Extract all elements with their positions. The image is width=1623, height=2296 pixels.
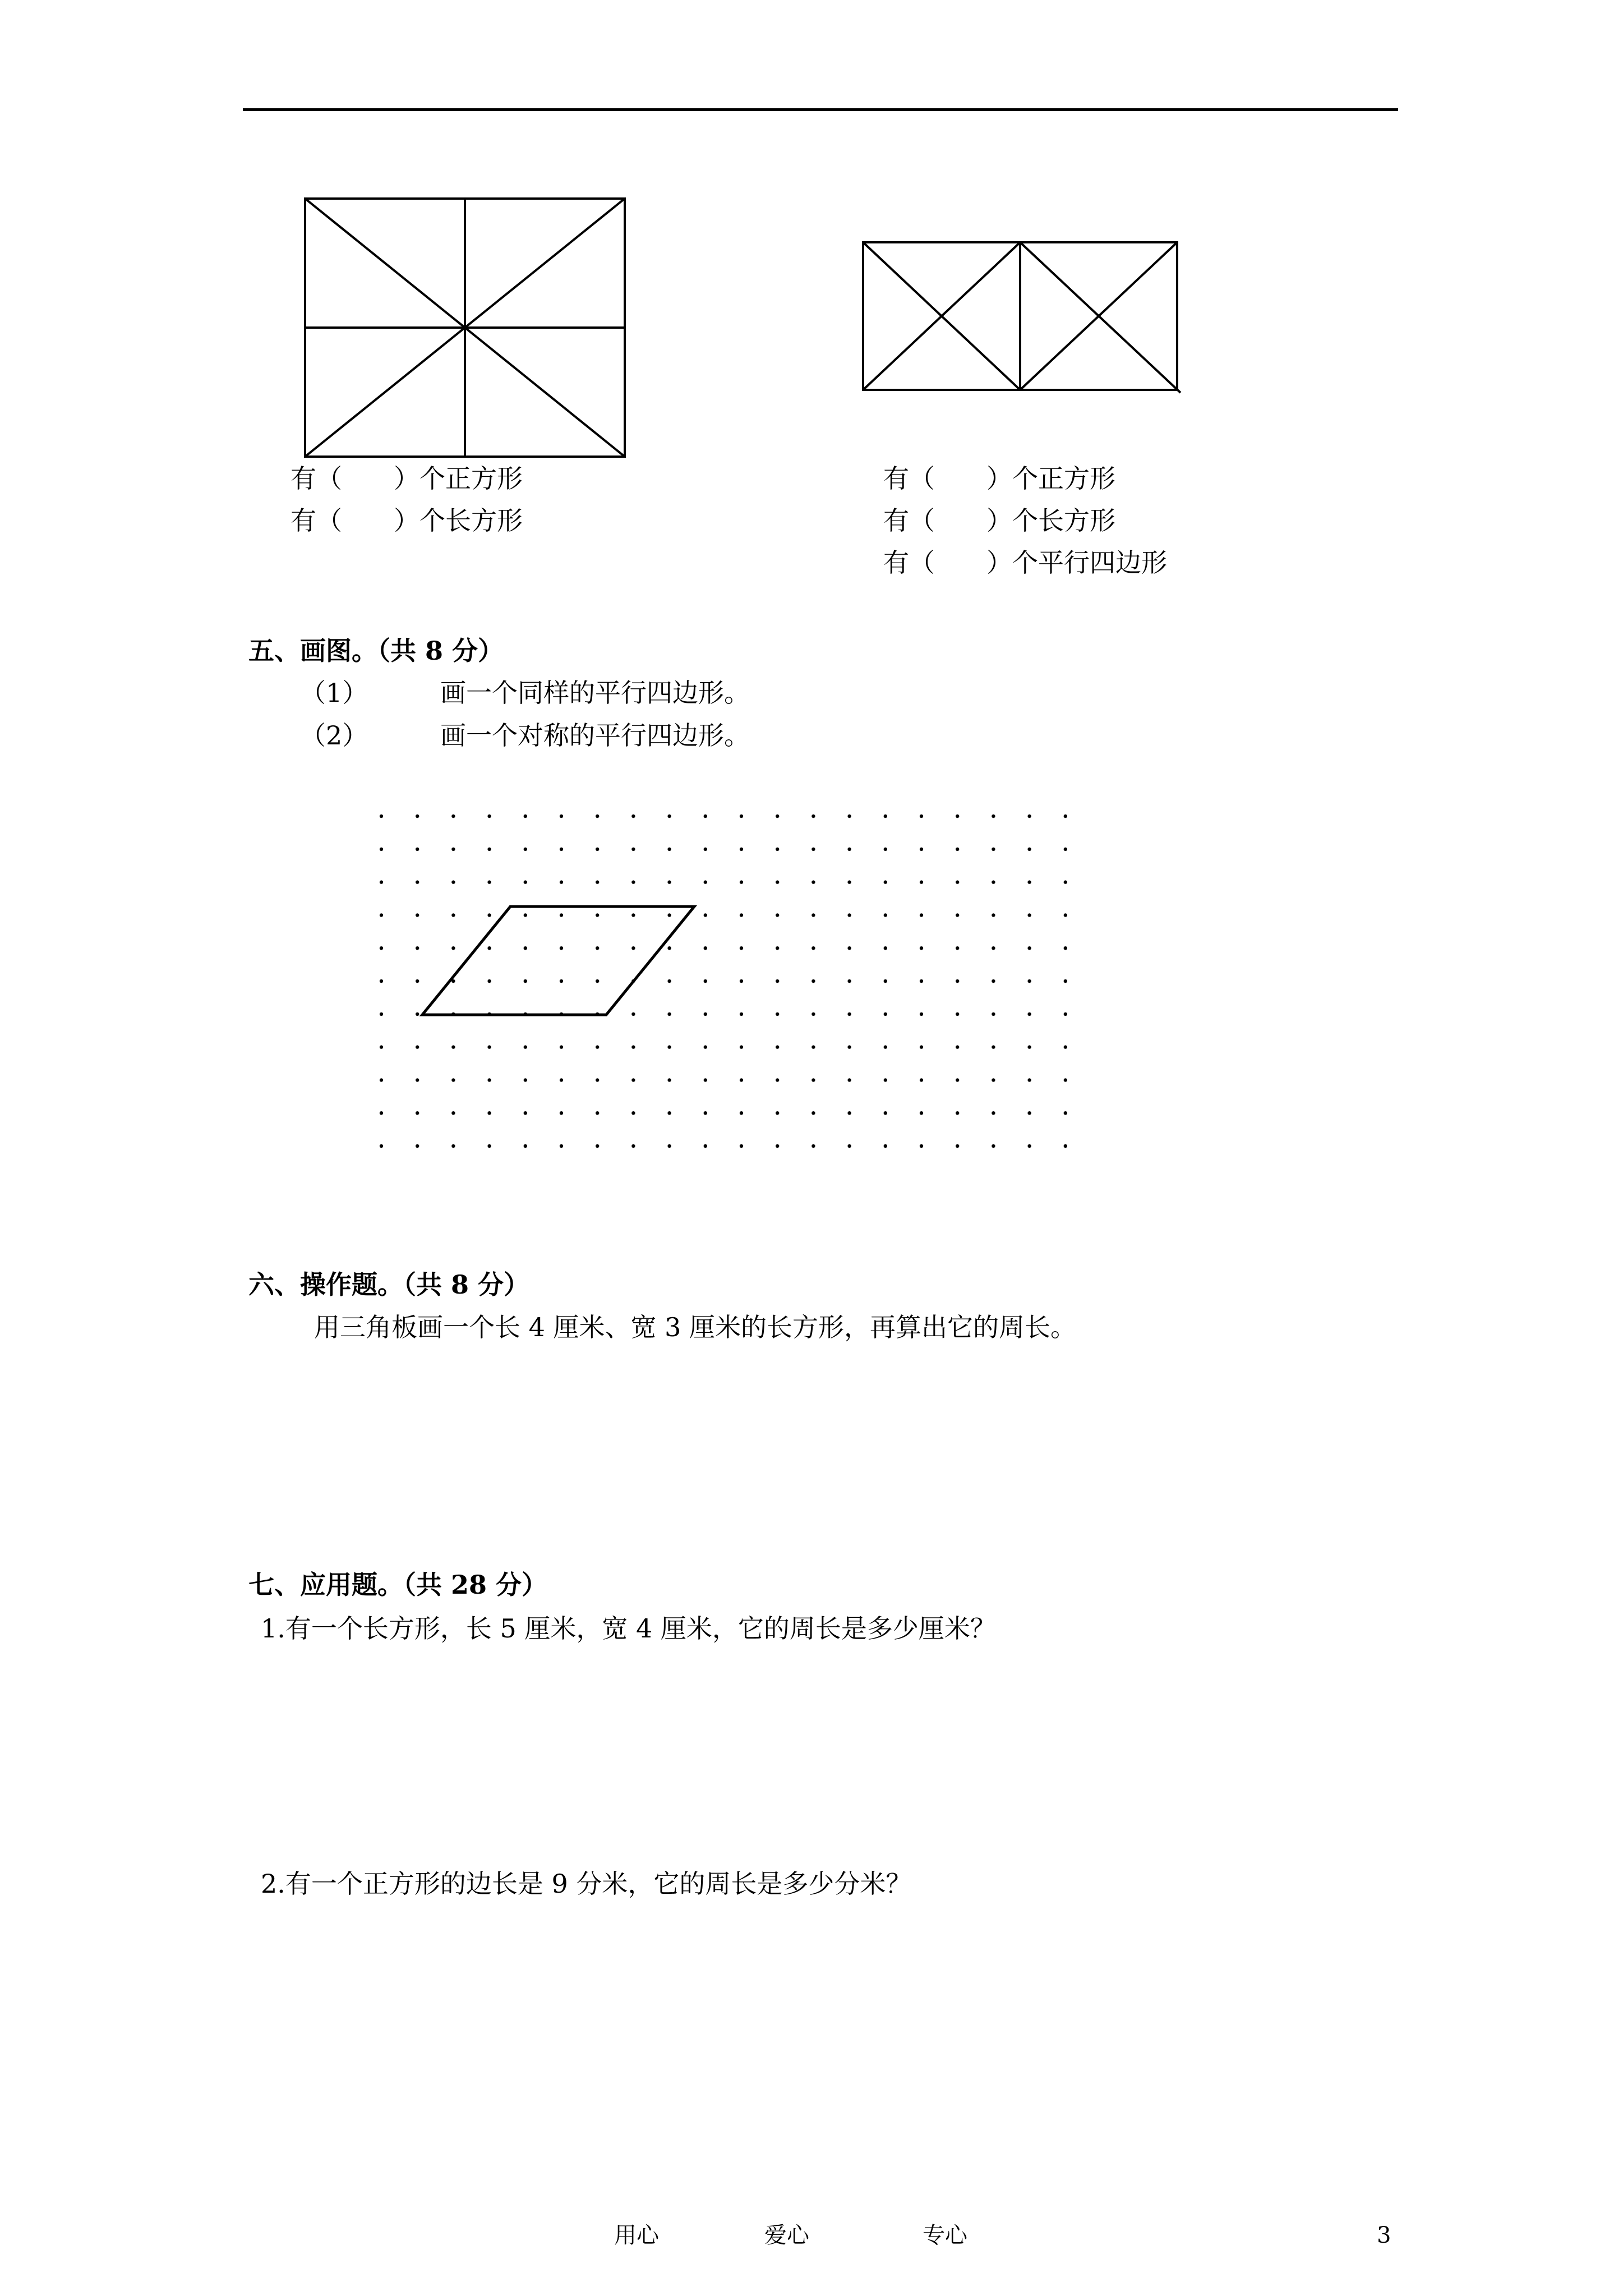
grid-dot — [451, 848, 455, 851]
grid-dot — [631, 1144, 635, 1148]
grid-dot — [1064, 848, 1067, 851]
grid-dot — [740, 1013, 743, 1016]
grid-dot — [631, 1013, 635, 1016]
grid-dot — [776, 1045, 779, 1048]
grid-dot — [524, 880, 527, 884]
grid-dot — [524, 1111, 527, 1115]
grid-dot — [416, 880, 419, 884]
grid-dot — [847, 1045, 851, 1048]
sample-parallelogram — [422, 907, 694, 1015]
grid-dot — [956, 1144, 959, 1148]
section7-heading: 七、应用题。（共 28 分） — [248, 1570, 548, 1600]
grid-dot — [956, 913, 959, 917]
grid-dot — [740, 815, 743, 818]
section5-item2-num: （2） — [300, 720, 368, 751]
grid-dot — [811, 979, 815, 983]
grid-dot — [524, 913, 527, 917]
grid-dot — [487, 1111, 491, 1115]
grid-dot — [596, 1144, 599, 1148]
grid-dot — [847, 913, 851, 917]
grid-dot — [380, 1013, 383, 1016]
grid-dot — [992, 1078, 995, 1082]
grid-dot — [1064, 979, 1067, 983]
grid-dot — [631, 946, 635, 950]
grid-dot — [380, 815, 383, 818]
grid-dot — [1027, 913, 1031, 917]
grid-dot — [524, 1045, 527, 1048]
grid-dot — [487, 913, 491, 917]
right-figure-line-1: 有（ ）个正方形 — [883, 463, 1115, 494]
grid-dot — [380, 1045, 383, 1048]
grid-dot — [811, 1111, 815, 1115]
grid-dot — [1027, 1045, 1031, 1048]
grid-dot — [487, 1045, 491, 1048]
section7-question-2: 2.有一个正方形的边长是 9 分米，它的周长是多少分米？ — [261, 1869, 912, 1899]
grid-dot — [1064, 880, 1067, 884]
grid-dot — [956, 848, 959, 851]
grid-dot — [884, 815, 887, 818]
grid-dot — [956, 880, 959, 884]
grid-dot — [776, 1078, 779, 1082]
grid-dot — [811, 1144, 815, 1148]
grid-dot — [1064, 1144, 1067, 1148]
grid-dot — [631, 1045, 635, 1048]
grid-dot — [667, 1078, 671, 1082]
grid-dot — [847, 1144, 851, 1148]
grid-dot — [776, 1144, 779, 1148]
grid-dot — [1064, 1045, 1067, 1048]
footer-word-1: 用心 — [614, 2223, 659, 2248]
grid-dot — [451, 946, 455, 950]
grid-dot — [487, 848, 491, 851]
grid-dot — [811, 815, 815, 818]
grid-dot — [631, 1078, 635, 1082]
grid-dot — [560, 1144, 563, 1148]
grid-dot — [596, 1045, 599, 1048]
grid-dot — [667, 1144, 671, 1148]
grid-dot — [956, 1045, 959, 1048]
grid-dot — [631, 1111, 635, 1115]
grid-dot — [776, 848, 779, 851]
grid-dot — [1027, 1013, 1031, 1016]
grid-dot — [524, 815, 527, 818]
grid-dot — [451, 1111, 455, 1115]
section5-item1-num: （1） — [300, 678, 368, 708]
grid-dot — [451, 815, 455, 818]
grid-dot — [667, 979, 671, 983]
grid-dot — [380, 880, 383, 884]
dot-grid — [370, 808, 1122, 1156]
grid-dot — [740, 848, 743, 851]
grid-dot — [596, 913, 599, 917]
grid-dot — [884, 913, 887, 917]
grid-dot — [380, 946, 383, 950]
grid-dot — [956, 1013, 959, 1016]
grid-dot — [560, 1078, 563, 1082]
grid-dot — [524, 1078, 527, 1082]
figure-two-squares-with-x — [861, 240, 1186, 394]
grid-dot — [416, 1078, 419, 1082]
grid-dot — [451, 913, 455, 917]
grid-dot — [416, 1144, 419, 1148]
section7-question-1: 1.有一个长方形，长 5 厘米，宽 4 厘米，它的周长是多少厘米？ — [261, 1613, 996, 1644]
grid-dot — [380, 913, 383, 917]
grid-dot — [596, 1111, 599, 1115]
grid-dot — [1064, 1013, 1067, 1016]
grid-dot — [956, 979, 959, 983]
right-figure-line-2: 有（ ）个长方形 — [883, 505, 1115, 536]
grid-dot — [884, 1013, 887, 1016]
grid-dot — [560, 1045, 563, 1048]
grid-dot — [704, 880, 707, 884]
grid-dot — [847, 880, 851, 884]
grid-dot — [487, 946, 491, 950]
grid-dot — [667, 848, 671, 851]
grid-dot — [704, 1045, 707, 1048]
grid-dot — [524, 946, 527, 950]
grid-dot — [992, 880, 995, 884]
grid-dot — [811, 946, 815, 950]
grid-dot — [631, 880, 635, 884]
grid-dot — [776, 913, 779, 917]
grid-dot — [920, 1078, 923, 1082]
grid-dot — [811, 848, 815, 851]
grid-dot — [704, 815, 707, 818]
grid-dot — [920, 848, 923, 851]
grid-dot — [740, 1144, 743, 1148]
grid-dot — [740, 979, 743, 983]
grid-dot — [956, 1111, 959, 1115]
grid-dot — [560, 815, 563, 818]
grid-dot — [992, 848, 995, 851]
grid-dot — [596, 815, 599, 818]
grid-dot — [1064, 815, 1067, 818]
grid-dot — [380, 979, 383, 983]
grid-dot — [884, 979, 887, 983]
grid-dot — [847, 848, 851, 851]
grid-dot — [704, 1144, 707, 1148]
grid-dot — [776, 1013, 779, 1016]
grid-dot — [560, 946, 563, 950]
grid-dot — [1064, 1078, 1067, 1082]
grid-dot — [776, 979, 779, 983]
grid-dot — [667, 880, 671, 884]
grid-dot — [380, 1144, 383, 1148]
section5-heading: 五、画图。（共 8 分） — [248, 636, 504, 666]
grid-dot — [776, 815, 779, 818]
grid-dot — [920, 815, 923, 818]
grid-dot — [992, 815, 995, 818]
grid-dot — [740, 1111, 743, 1115]
grid-dot — [380, 1111, 383, 1115]
left-figure-line-1: 有（ ）个正方形 — [291, 463, 523, 494]
grid-dot — [704, 913, 707, 917]
grid-dot — [704, 946, 707, 950]
grid-dot — [884, 1111, 887, 1115]
grid-dot — [776, 880, 779, 884]
grid-dot — [487, 880, 491, 884]
grid-dot — [560, 1111, 563, 1115]
grid-dot — [740, 880, 743, 884]
grid-dot — [740, 1078, 743, 1082]
grid-dot — [704, 1013, 707, 1016]
grid-dot — [1027, 979, 1031, 983]
grid-dot — [740, 946, 743, 950]
grid-dot — [596, 848, 599, 851]
grid-dot — [451, 1144, 455, 1148]
grid-dot — [920, 1111, 923, 1115]
grid-dot — [847, 979, 851, 983]
grid-dot — [811, 1013, 815, 1016]
grid-dot — [487, 815, 491, 818]
grid-dot — [776, 946, 779, 950]
grid-dot — [847, 946, 851, 950]
grid-dot — [704, 1078, 707, 1082]
grid-dot — [920, 946, 923, 950]
grid-dot — [1027, 946, 1031, 950]
grid-dot — [704, 979, 707, 983]
grid-dot — [1027, 1078, 1031, 1082]
grid-dot — [451, 1045, 455, 1048]
grid-dot — [416, 815, 419, 818]
grid-dot — [524, 848, 527, 851]
grid-dot — [1027, 1111, 1031, 1115]
grid-dot — [847, 815, 851, 818]
grid-dot — [416, 913, 419, 917]
grid-dot — [560, 913, 563, 917]
grid-dot — [776, 1111, 779, 1115]
header-rule — [243, 108, 1398, 111]
grid-dot — [884, 1144, 887, 1148]
grid-dot — [596, 1078, 599, 1082]
grid-dot — [811, 1045, 815, 1048]
grid-dot — [487, 979, 491, 983]
grid-dot — [920, 1013, 923, 1016]
grid-dot — [811, 913, 815, 917]
grid-dot — [380, 848, 383, 851]
grid-dot — [487, 1078, 491, 1082]
section5-item2-text: 画一个对称的平行四边形。 — [440, 720, 750, 751]
section6-heading: 六、操作题。（共 8 分） — [248, 1269, 530, 1300]
grid-dot — [811, 1078, 815, 1082]
grid-dot — [920, 1045, 923, 1048]
right-figure-line-3: 有（ ）个平行四边形 — [883, 547, 1167, 578]
grid-dot — [416, 1045, 419, 1048]
grid-dot — [956, 815, 959, 818]
grid-dot — [884, 946, 887, 950]
grid-dot — [560, 979, 563, 983]
grid-dot — [704, 848, 707, 851]
grid-dot — [884, 1045, 887, 1048]
grid-dot — [992, 1013, 995, 1016]
grid-dot — [631, 913, 635, 917]
grid-dot — [992, 979, 995, 983]
grid-dot — [920, 913, 923, 917]
grid-dot — [1064, 1111, 1067, 1115]
grid-dot — [1027, 880, 1031, 884]
grid-dot — [704, 1111, 707, 1115]
grid-dot — [667, 946, 671, 950]
grid-dot — [667, 1111, 671, 1115]
grid-dot — [416, 1013, 419, 1016]
grid-dot — [451, 880, 455, 884]
grid-dot — [631, 815, 635, 818]
footer-word-2: 爱心 — [764, 2223, 809, 2248]
grid-dot — [847, 1013, 851, 1016]
grid-dot — [920, 979, 923, 983]
grid-dot — [667, 1013, 671, 1016]
grid-dot — [1064, 913, 1067, 917]
grid-dot — [884, 848, 887, 851]
grid-dot — [667, 913, 671, 917]
grid-dot — [920, 880, 923, 884]
grid-dot — [992, 913, 995, 917]
figure-rectangle-with-diagonals — [303, 196, 628, 460]
page-number: 3 — [1377, 2223, 1391, 2248]
left-figure-line-2: 有（ ）个长方形 — [291, 505, 523, 536]
grid-dot — [416, 979, 419, 983]
grid-dot — [416, 1111, 419, 1115]
grid-dot — [740, 913, 743, 917]
grid-dot — [920, 1144, 923, 1148]
grid-dot — [524, 1144, 527, 1148]
grid-dot — [956, 1078, 959, 1082]
grid-dot — [992, 1144, 995, 1148]
grid-dot — [847, 1078, 851, 1082]
grid-dot — [667, 1045, 671, 1048]
section5-item1-text: 画一个同样的平行四边形。 — [440, 678, 750, 708]
grid-dot — [596, 979, 599, 983]
grid-dot — [416, 848, 419, 851]
grid-dot — [884, 1078, 887, 1082]
grid-dot — [1027, 815, 1031, 818]
grid-dot — [380, 1078, 383, 1082]
grid-dot — [667, 815, 671, 818]
grid-dot — [631, 848, 635, 851]
grid-dot — [596, 880, 599, 884]
grid-dot — [847, 1111, 851, 1115]
grid-dot — [992, 1045, 995, 1048]
grid-dot — [811, 880, 815, 884]
grid-dot — [596, 946, 599, 950]
grid-dot — [740, 1045, 743, 1048]
grid-dot — [524, 979, 527, 983]
grid-dot — [560, 880, 563, 884]
footer-word-3: 专心 — [923, 2223, 967, 2248]
grid-dot — [1027, 1144, 1031, 1148]
grid-dot — [560, 848, 563, 851]
grid-dot — [1064, 946, 1067, 950]
grid-dot — [451, 1078, 455, 1082]
grid-dot — [884, 880, 887, 884]
grid-dot — [956, 946, 959, 950]
grid-dot — [992, 946, 995, 950]
grid-dot — [992, 1111, 995, 1115]
grid-dot — [416, 946, 419, 950]
section6-text: 用三角板画一个长 4 厘米、宽 3 厘米的长方形，再算出它的周长。 — [314, 1312, 1077, 1342]
grid-dot — [1027, 848, 1031, 851]
grid-dot — [487, 1144, 491, 1148]
